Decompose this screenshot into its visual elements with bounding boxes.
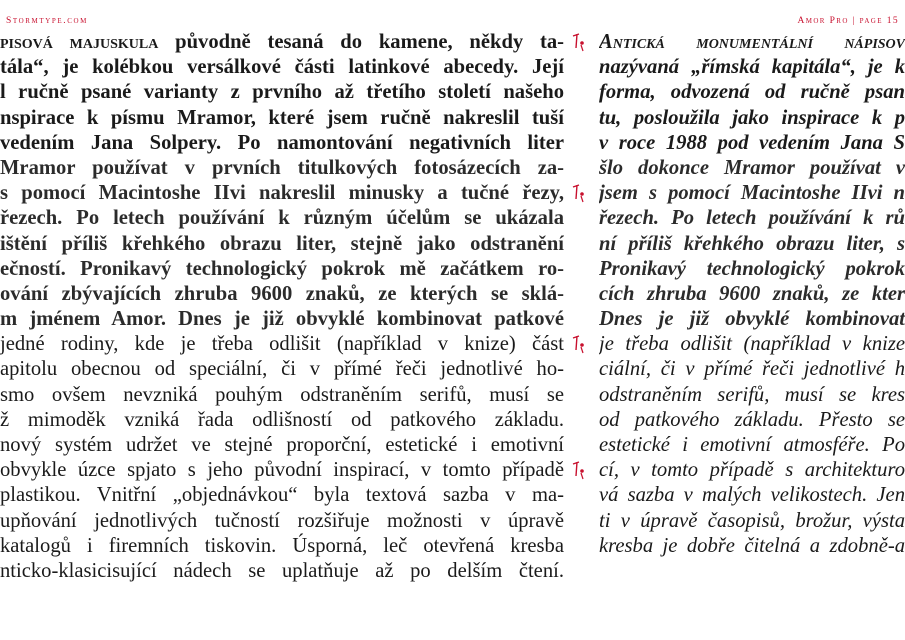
text-line [0, 257, 564, 282]
text-line-content: od patkového základu. Přesto se [599, 408, 905, 431]
text-line [599, 30, 905, 55]
text-line [0, 509, 564, 534]
text-line-content: ečností. Pronikavý technologický pokrok mě začátkem ro- [0, 257, 564, 280]
text-line-content: nticko-klasicisující nádech se uplatňuje až po delším čtení. [0, 559, 564, 582]
text-line-content: forma, odvozená od ručně psan [599, 81, 905, 104]
text-line-content: ciální, či v přímé řeči jednotlivé h [599, 358, 905, 381]
text-line [599, 458, 905, 483]
text-line-content: Antická monumentální nápisov [599, 31, 905, 53]
text-line-content: obvykle úzce spjato s jeho původní inspirací, v tomto případě [0, 459, 564, 482]
text-line [0, 383, 564, 408]
text-line-content: ti v úpravě časopisů, brožur, výsta [599, 509, 905, 532]
text-line-content: cí, v tomto případě s architekturo [599, 459, 905, 482]
text-line [599, 509, 905, 534]
text-line [0, 408, 564, 433]
text-line-content: Pronikavý technologický pokrok [599, 257, 905, 280]
text-line [599, 257, 905, 282]
text-line-content: tála“, je kolébkou versálkové části latinkové abecedy. Její [0, 56, 564, 79]
text-line-content: smo ovšem nevzniká pouhým odstraněním serifů, musí se [0, 383, 564, 406]
text-line-content: apitolu obecnou od speciální, či v přímé řeči jednotlivé ho- [0, 358, 564, 381]
text-line [0, 458, 564, 483]
text-line-content: Dnes je již obvyklé kombinovat [599, 308, 905, 331]
left-text-column [0, 30, 564, 584]
text-line [0, 106, 564, 131]
text-line [599, 332, 905, 357]
text-line [599, 383, 905, 408]
text-line [599, 232, 905, 257]
text-line-content: vedením Jana Solpery. Po namontování negativních liter [0, 131, 564, 154]
text-line-content: kresba je dobře čitelná a zdobně-a [599, 534, 905, 557]
text-line-content: s pomocí Macintoshe IIvi nakreslil minusky a tučné řezy, [0, 182, 564, 205]
text-line-content: plastikou. Vnitřní „objednávkou“ byla textová sazba v ma- [0, 484, 564, 507]
text-line-content: nazývaná „římská kapitála“, je k [599, 56, 905, 79]
text-line [599, 357, 905, 382]
text-line [599, 282, 905, 307]
text-line-content: řezech. Po letech používání k různým účelům se ukázala [0, 207, 564, 230]
text-line [599, 131, 905, 156]
text-line [599, 433, 905, 458]
text-line-content: m jménem Amor. Dnes je již obvyklé kombinovat patkové [0, 308, 564, 331]
text-line-content: vá sazba v malých velikostech. Jen [599, 484, 905, 507]
text-line [0, 483, 564, 508]
text-line [599, 483, 905, 508]
text-line-content: estetické i emotivní atmosféře. Po [599, 434, 905, 456]
text-line-content: v roce 1988 pod vedením Jana S [599, 131, 905, 154]
text-line-content: upňování jednotlivých tučností rozšiřuje možnosti v úpravě [0, 509, 564, 532]
text-line [0, 433, 564, 458]
text-line-content: nspirace k písmu Mramor, které jsem ručně nakreslil tuší [0, 106, 564, 129]
text-line-content: cích zhruba 9600 znaků, ze kter [599, 282, 905, 305]
text-line [0, 232, 564, 257]
text-line-content: Mramor používat v prvních titulkových fotosázecích za- [0, 156, 564, 179]
text-line [0, 181, 564, 206]
text-line [599, 106, 905, 131]
right-text-column [599, 30, 905, 559]
text-line-content: odstraněním serifů, musí se kres [599, 383, 905, 406]
text-line [599, 156, 905, 181]
regular-weight-marker [570, 458, 590, 482]
running-header-right: Amor Pro | page 15 [797, 16, 899, 26]
text-line [0, 30, 564, 55]
bold-weight-marker [570, 30, 590, 54]
text-line [0, 131, 564, 156]
text-line [599, 534, 905, 559]
running-header-left: Stormtype.com [6, 16, 89, 26]
text-line [0, 80, 564, 105]
text-line-content: katalogů i firemních tiskovin. Úsporná, leč otevřená kresba [0, 534, 564, 557]
text-line [0, 332, 564, 357]
text-line [0, 534, 564, 559]
text-line [0, 357, 564, 382]
text-line [0, 156, 564, 181]
smallcaps-run: pisová majuskula [0, 31, 159, 53]
text-line [599, 307, 905, 332]
text-line [0, 206, 564, 231]
text-line [599, 181, 905, 206]
text-line [0, 282, 564, 307]
text-line-content: tu, posloužila jako inspirace k p [599, 106, 905, 129]
text-line-content: jedné rodiny, kde je třeba odlišit (například v knize) část [0, 333, 564, 356]
text-line-content: jsem s pomocí Macintoshe IIvi n [599, 182, 905, 205]
text-line [0, 559, 564, 584]
text-line-content: řezech. Po letech používání k rů [599, 207, 905, 230]
text-line-content: šlo dokonce Mramor používat v [599, 156, 905, 179]
text-line [0, 55, 564, 80]
text-line-content: ištění příliš křehkého obrazu liter, stejně jako odstranění [0, 232, 564, 255]
text-line-content: ování zbývajících zhruba 9600 znaků, ze kterých se sklá- [0, 282, 564, 305]
text-line [599, 55, 905, 80]
text-line-content: l ručně psané varianty z prvního až třetího století našeho [0, 81, 564, 104]
text-line [599, 408, 905, 433]
text-line [599, 206, 905, 231]
text-line-content: nový systém udržet ve stejné proporční, estetické i emotivní [0, 434, 564, 456]
medium-weight-marker [570, 332, 590, 356]
text-line-content: pisová majuskula původně tesaná do kamene, někdy ta- [0, 31, 564, 53]
text-line-content: ní příliš křehkého obrazu liter, s [599, 232, 905, 255]
text-line-content: ž mimoděk vzniká řada odlišností od patkového základu. [0, 408, 564, 431]
text-line-content: je třeba odlišit (například v knize [599, 333, 905, 356]
text-line [599, 80, 905, 105]
text-line [0, 307, 564, 332]
semibold-weight-marker [570, 181, 590, 205]
